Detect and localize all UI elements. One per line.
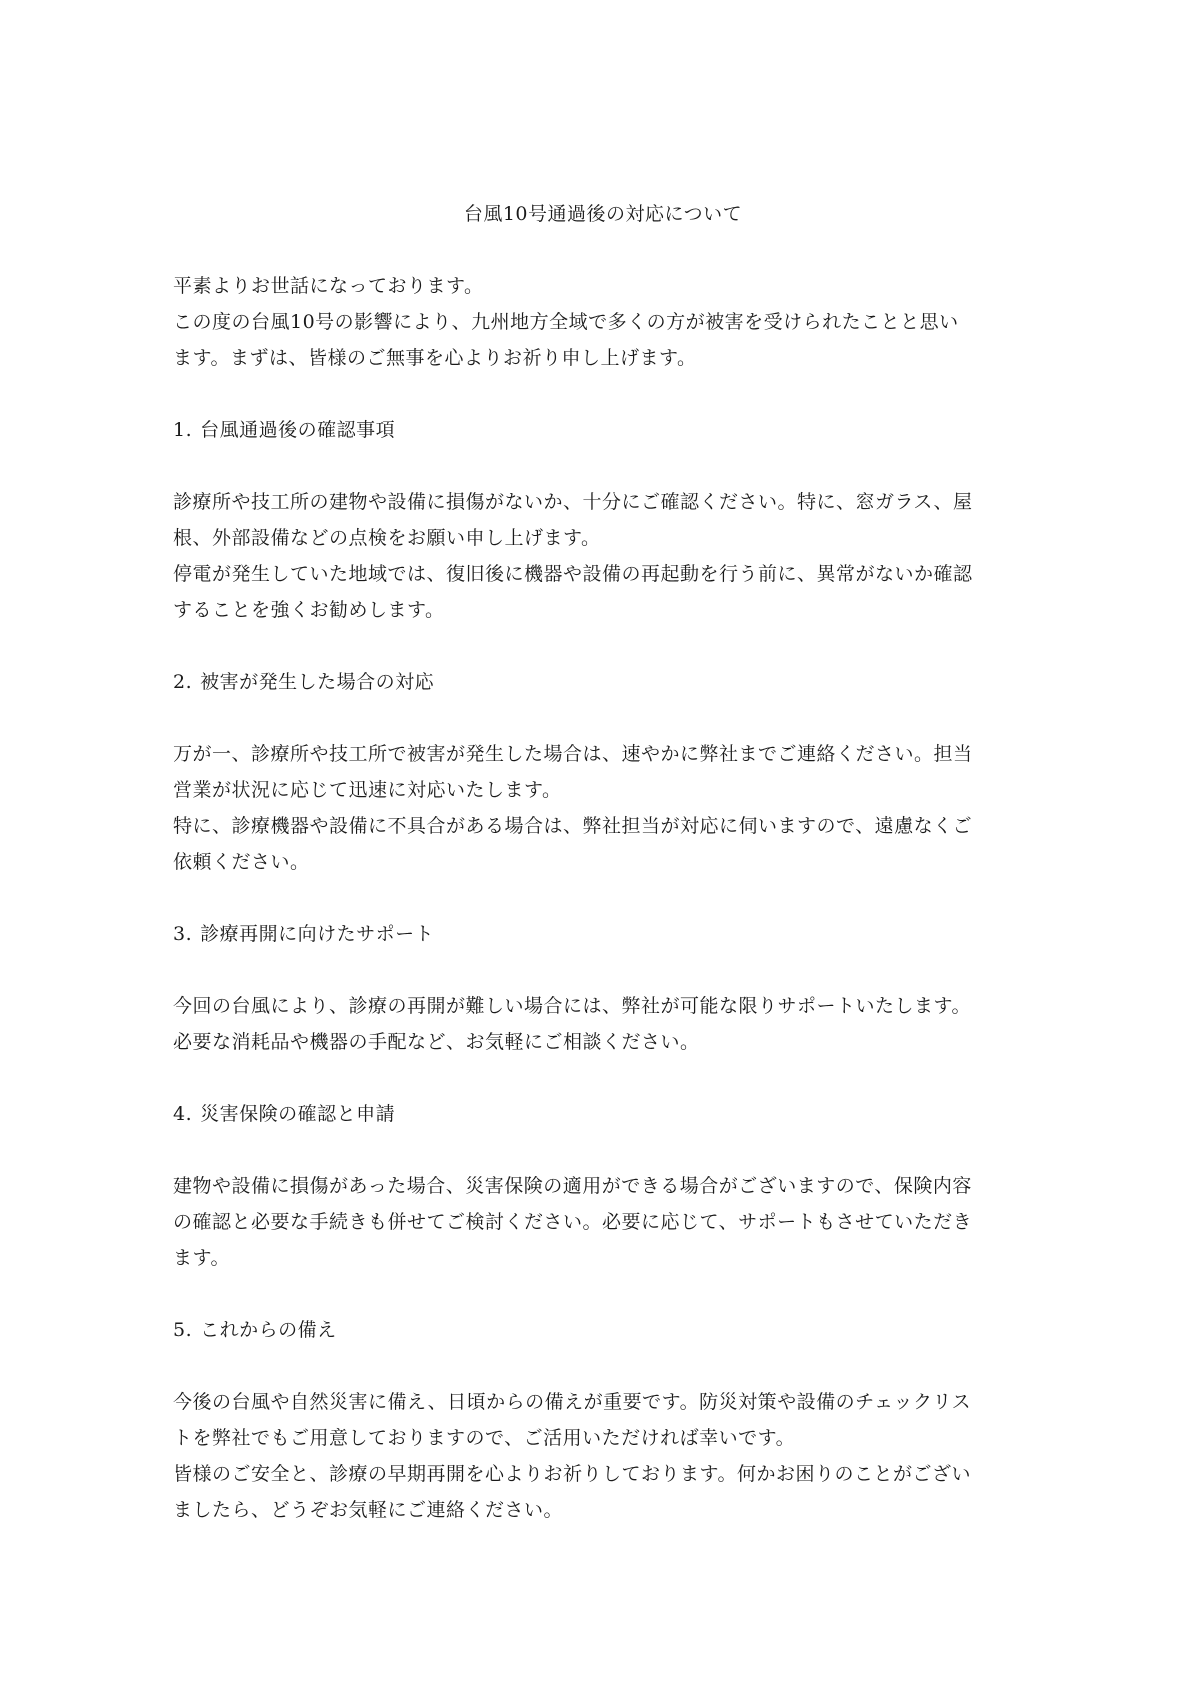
section-heading-4: [173, 1096, 1033, 1132]
section-body-4: [173, 1168, 1033, 1276]
section-number: 2.: [173, 671, 193, 693]
intro-line: ます。まずは、皆様のご無事を心よりお祈り申し上げます。: [173, 347, 697, 369]
section-number: 1.: [173, 419, 193, 441]
section-title: 被害が発生した場合の対応: [200, 671, 435, 693]
body-line: 依頼ください。: [173, 851, 310, 873]
document-title: 台風10号通過後の対応について: [463, 203, 743, 225]
body-line: ます。: [173, 1247, 230, 1269]
section-body-2: [173, 736, 1033, 880]
body-line: 皆様のご安全と、診療の早期再開を心よりお祈りしております。何かお困りのことがござい: [173, 1463, 971, 1485]
body-line: 営業が状況に応じて迅速に対応いたします。: [173, 779, 562, 801]
section-title: 災害保険の確認と申請: [200, 1103, 396, 1125]
body-line: 診療所や技工所の建物や設備に損傷がないか、十分にご確認ください。特に、窓ガラス、屋: [173, 491, 973, 513]
section-heading-2: [173, 664, 1033, 700]
section-body-3: [173, 988, 1033, 1060]
body-line: ましたら、どうぞお気軽にご連絡ください。: [173, 1499, 564, 1521]
section-title: 台風通過後の確認事項: [200, 419, 396, 441]
section-heading-3: [173, 916, 1033, 952]
section-title: 診療再開に向けたサポート: [200, 923, 435, 945]
section-body-1: [173, 484, 1033, 628]
body-line: トを弊社でもご用意しておりますので、ご活用いただければ幸いです。: [173, 1427, 796, 1449]
section-number: 5.: [173, 1319, 193, 1341]
intro-line: この度の台風10号の影響により、九州地方全域で多くの方が被害を受けられたことと思い: [173, 311, 959, 333]
section-heading-5: [173, 1312, 1033, 1348]
body-line: 今後の台風や自然災害に備え、日頃からの備えが重要です。防災対策や設備のチェックリス: [173, 1391, 972, 1413]
body-line: 今回の台風により、診療の再開が難しい場合には、弊社が可能な限りサポートいたします。: [173, 995, 971, 1017]
section-heading-1: [173, 412, 1033, 448]
document-body: [173, 196, 1033, 1528]
body-line: の確認と必要な手続きも併せてご検討ください。必要に応じて、サポートもさせていただき: [173, 1211, 973, 1233]
body-line: 必要な消耗品や機器の手配など、お気軽にご相談ください。: [173, 1031, 700, 1053]
section-number: 3.: [173, 923, 193, 945]
section-body-5: [173, 1384, 1033, 1528]
body-line: 万が一、診療所や技工所で被害が発生した場合は、速やかに弊社までご連絡ください。担当: [173, 743, 973, 765]
body-line: 根、外部設備などの点検をお願い申し上げます。: [173, 527, 601, 549]
body-line: 特に、診療機器や設備に不具合がある場合は、弊社担当が対応に伺いますので、遠慮なくご: [173, 815, 973, 837]
section-title: これからの備え: [200, 1319, 337, 1341]
intro-paragraph: [173, 268, 1033, 376]
section-number: 4.: [173, 1103, 193, 1125]
body-line: 建物や設備に損傷があった場合、災害保険の適用ができる場合がございますので、保険内容: [173, 1175, 972, 1197]
body-line: することを強くお勧めします。: [173, 599, 445, 621]
intro-line: 平素よりお世話になっております。: [173, 275, 484, 297]
body-line: 停電が発生していた地域では、復旧後に機器や設備の再起動を行う前に、異常がないか確認: [173, 563, 973, 585]
